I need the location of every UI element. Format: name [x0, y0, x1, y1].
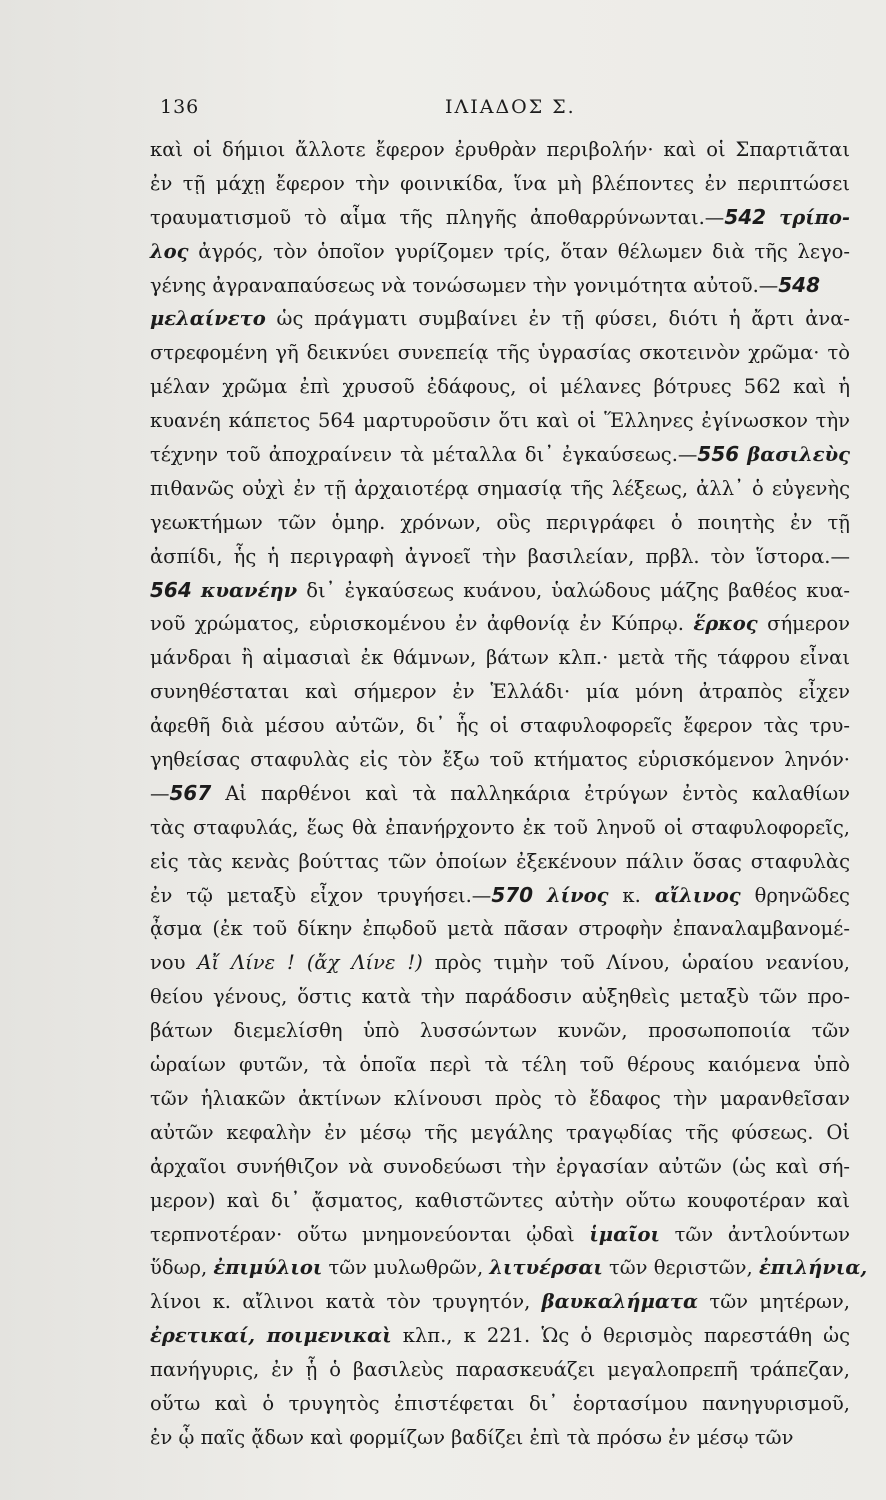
text-segment: ἐν ᾧ παῖς ᾄδων καὶ φορμίζων βαδίζει ἐπὶ τὰ πρόσω ἐν μέσῳ τῶν — [150, 1425, 794, 1449]
text-segment: νοῦ χρώματος, εὑρισκομένου ἐν ἀφθονίᾳ ἐν Κύπρῳ. — [150, 612, 694, 636]
text-segment: ᾆσμα (ἐκ τοῦ δίκην ἐπῳδοῦ μετὰ πᾶσαν στροφὴν ἐπαναλαμβανομέ- — [150, 917, 850, 941]
text-segment — [192, 579, 201, 602]
text-segment: θείου γένους, ὅστις κατὰ τὴν παράδοσιν αὐξηθεὶς μεταξὺ τῶν προ- — [150, 985, 850, 1009]
text-line — [150, 912, 850, 946]
text-line — [150, 1319, 850, 1353]
text-segment: βάτων διεμελίσθη ὑπὸ λυσσώντων κυνῶν, προσωποποιία τῶν — [150, 1019, 850, 1043]
text-line — [150, 336, 850, 370]
line-number-ref: 564 — [150, 577, 192, 602]
text-line — [150, 1387, 850, 1421]
text-line — [150, 641, 850, 675]
text-line — [150, 472, 850, 506]
text-segment: μάνδραι ἢ αἱμασιαὶ ἐκ θάμνων, βάτων κλπ.· μετὰ τῆς τάφρου εἶναι — [150, 646, 850, 670]
text-line — [150, 811, 850, 845]
page-number: 136 — [160, 96, 200, 118]
text-line — [150, 574, 850, 608]
lemma: λίνος — [546, 883, 609, 907]
text-line — [150, 1285, 850, 1319]
text-segment: κυανέη κάπετος 564 μαρτυροῦσιν ὅτι καὶ οἱ Ἕλληνες ἐγίνωσκον τὴν — [150, 409, 850, 433]
text-line — [150, 1048, 850, 1082]
text-segment: ὡραίων φυτῶν, τὰ ὁποῖα περὶ τὰ τέλη τοῦ θέρους καιόμενα ὑπὸ — [150, 1053, 850, 1077]
line-number-ref: 542 — [724, 204, 767, 229]
text-line — [150, 1014, 850, 1048]
text-segment — [766, 206, 779, 229]
text-segment: πανήγυρις, ἐν ᾗ ὁ βασιλεὺς παρασκευάζει μεγαλοπρεπῆ τράπεζαν, — [150, 1358, 850, 1382]
text-line — [150, 709, 850, 743]
text-segment: πρὸς τιμὴν τοῦ Λίνου, ὡραίου νεανίου, — [422, 951, 850, 975]
line-number-ref: 556 — [697, 442, 740, 467]
text-line — [150, 438, 850, 472]
text-line — [150, 607, 850, 641]
text-segment: τραυματισμοῦ τὸ αἷμα τῆς πληγῆς ἀποθαρρύνωνται.— — [150, 205, 725, 229]
text-line — [150, 980, 850, 1014]
text-segment: ἀσπίδι, ἧς ἡ περιγραφὴ ἀγνοεῖ τὴν βασιλείαν, πρβλ. τὸν ἵστορα.— — [150, 544, 850, 568]
text-segment: τῶν ἡλιακῶν ἀκτίνων κλίνουσι πρὸς τὸ ἔδαφος τὴν μαρανθεῖσαν — [150, 1086, 850, 1110]
text-segment: τῶν μυλωθρῶν, — [322, 1256, 490, 1280]
page-header — [160, 96, 840, 126]
text-line — [150, 133, 850, 167]
text-segment: — — [150, 781, 170, 805]
lemma: τρίπο- — [779, 205, 851, 229]
text-line — [150, 845, 850, 879]
lemma: αἴλινος — [654, 883, 741, 907]
text-segment: κλπ., κ 221. Ὡς ὁ θερισμὸς παρεστάθη ὡς — [391, 1324, 850, 1348]
text-line — [150, 879, 850, 913]
text-line — [150, 743, 850, 777]
text-segment: τῶν μητέρων, — [698, 1290, 850, 1314]
text-segment: τῶν ἀντλούντων — [659, 1222, 850, 1246]
text-line — [150, 1218, 850, 1252]
text-line — [150, 1421, 850, 1455]
text-line — [150, 1251, 868, 1285]
text-segment: νου — [150, 951, 198, 975]
text-segment: γεωκτήμων τῶν ὁμηρ. χρόνων, οὓς περιγράφει ὁ ποιητὴς ἐν τῇ — [150, 510, 850, 534]
text-segment: Αἱ παρθένοι καὶ τὰ παλληκάρια ἐτρύγων ἐντὸς καλαθίων — [211, 781, 850, 805]
text-line — [150, 302, 850, 336]
text-line — [150, 1082, 850, 1116]
text-segment: ἐν τῇ μάχῃ ἔφερον τὴν φοινικίδα, ἵνα μὴ βλέποντες ἐν περιπτώσει — [150, 171, 850, 195]
text-segment: τῶν θεριστῶν, — [602, 1256, 759, 1280]
text-segment: δι᾽ ἐγκαύσεως κυάνου, ὑαλώδους μάζης βαθέος κυα- — [297, 578, 851, 602]
text-segment: οὕτω καὶ ὁ τρυγητὸς ἐπιστέφεται δι᾽ ἑορτασίμου πανηγυρισμοῦ, — [150, 1391, 850, 1415]
italic-quote: Αἴ Λίνε ! (ἄχ Λίνε !) — [197, 951, 423, 975]
text-segment: τέχνην τοῦ ἀποχραίνειν τὰ μέταλλα δι᾽ ἐγκαύσεως.— — [150, 443, 698, 467]
text-segment: καὶ οἱ δήμιοι ἄλλοτε ἔφερον ἐρυθρὰν περιβολήν· καὶ οἱ Σπαρτιᾶται — [150, 138, 850, 161]
lemma: κυανέην — [200, 578, 298, 602]
text-line — [150, 201, 850, 235]
line-number-ref: 548 — [778, 272, 821, 297]
lemma: λος — [150, 239, 189, 263]
lemma: μελαίνετο — [150, 307, 266, 331]
text-segment: ἐν τῷ μεταξὺ εἶχον τρυγήσει.— — [150, 883, 492, 907]
lemma: βαυκαλήματα — [541, 1290, 699, 1314]
text-line — [150, 777, 850, 811]
text-line — [150, 675, 850, 709]
text-segment: ἀφεθῆ διὰ μέσου αὐτῶν, δι᾽ ἧς οἱ σταφυλοφορεῖς ἔφερον τὰς τρυ- — [150, 714, 850, 738]
lemma: ἕρκος — [693, 612, 758, 636]
running-title: ΙΛΙΑΔΟΣ Σ. — [445, 96, 576, 118]
lemma: βασιλεὺς — [747, 443, 850, 467]
text-segment: λίνοι κ. αἴλινοι κατὰ τὸν τρυγητόν, — [150, 1290, 542, 1314]
lemma: ἐπιμύλιοι — [213, 1256, 323, 1280]
text-line — [150, 269, 850, 303]
text-segment: ἀρχαῖοι συνήθιζον νὰ συνοδεύωσι τὴν ἐργασίαν αὐτῶν (ὡς καὶ σή- — [150, 1154, 850, 1178]
text-segment: γένης ἀγραναπαύσεως νὰ τονώσωμεν τὴν γονιμότητα αὐτοῦ.— — [150, 273, 779, 297]
text-segment: ὕδωρ, — [150, 1256, 214, 1280]
text-line — [150, 1116, 850, 1150]
text-segment: εἰς τὰς κενὰς βούττας τῶν ὁποίων ἐξεκένουν πάλιν ὅσας σταφυλὰς — [150, 849, 850, 873]
text-segment: ἀγρός, τὸν ὁποῖον γυρίζομεν τρίς, ὅταν θέλωμεν διὰ τῆς λεγο- — [188, 239, 850, 263]
text-segment: μερον) καὶ δι᾽ ᾄσματος, καθιστῶντες αὐτὴν οὕτω κουφοτέραν καὶ — [150, 1188, 850, 1212]
text-segment: κ. — [608, 883, 655, 907]
text-line — [150, 404, 850, 438]
text-segment: θρηνῶδες — [740, 883, 850, 907]
text-line — [150, 167, 850, 201]
text-segment: συνηθέσταται καὶ σήμερον ἐν Ἑλλάδι· μία μόνη ἀτραπὸς εἶχεν — [150, 680, 850, 704]
text-segment: σήμερον — [757, 612, 850, 636]
text-segment: μέλαν χρῶμα ἐπὶ χρυσοῦ ἐδάφους, οἱ μέλανες βότρυες 562 καὶ ἡ — [150, 375, 850, 399]
text-segment: τερπνοτέραν· οὕτω μνημονεύονται ᾠδαὶ — [150, 1222, 590, 1246]
text-line — [150, 235, 850, 269]
lemma: λιτυέρσαι — [489, 1256, 603, 1280]
text-segment: γηθείσας σταφυλὰς εἰς τὸν ἔξω τοῦ κτήματος εὑρισκόμενον ληνόν· — [150, 748, 850, 772]
text-segment: στρεφομένη γῆ δεικνύει συνεπείᾳ τῆς ὑγρασίας σκοτεινὸν χρῶμα· τὸ — [150, 341, 850, 365]
text-segment: αὐτῶν κεφαλὴν ἐν μέσῳ τῆς μεγάλης τραγῳδίας τῆς φύσεως. Οἱ — [150, 1120, 850, 1144]
text-line — [150, 946, 850, 980]
text-line — [150, 1184, 850, 1218]
text-line — [150, 370, 850, 404]
text-line — [150, 1353, 850, 1387]
text-segment: τὰς σταφυλάς, ἕως θὰ ἐπανήρχοντο ἐκ τοῦ ληνοῦ οἱ σταφυλοφορεῖς, — [150, 815, 850, 839]
text-segment — [533, 884, 547, 907]
lemma: ἐπιλήνια, — [758, 1256, 868, 1280]
lemma: ἱμαῖοι — [589, 1222, 660, 1246]
text-line — [150, 1150, 850, 1184]
text-line — [150, 540, 850, 574]
lemma: ἐρετικαί, ποιμενικαὶ — [150, 1324, 392, 1348]
text-segment: πιθανῶς οὐχὶ ἐν τῇ ἀρχαιοτέρᾳ σημασίᾳ τῆς λέξεως, ἀλλ᾽ ὁ εὐγενὴς — [150, 476, 850, 500]
commentary-text — [150, 133, 868, 1455]
text-line — [150, 506, 850, 540]
line-number-ref: 567 — [169, 780, 212, 805]
line-number-ref: 570 — [491, 882, 534, 907]
text-segment: ὡς πράγματι συμβαίνει ἐν τῇ φύσει, διότι ἡ ἄρτι ἀνα- — [265, 307, 850, 331]
